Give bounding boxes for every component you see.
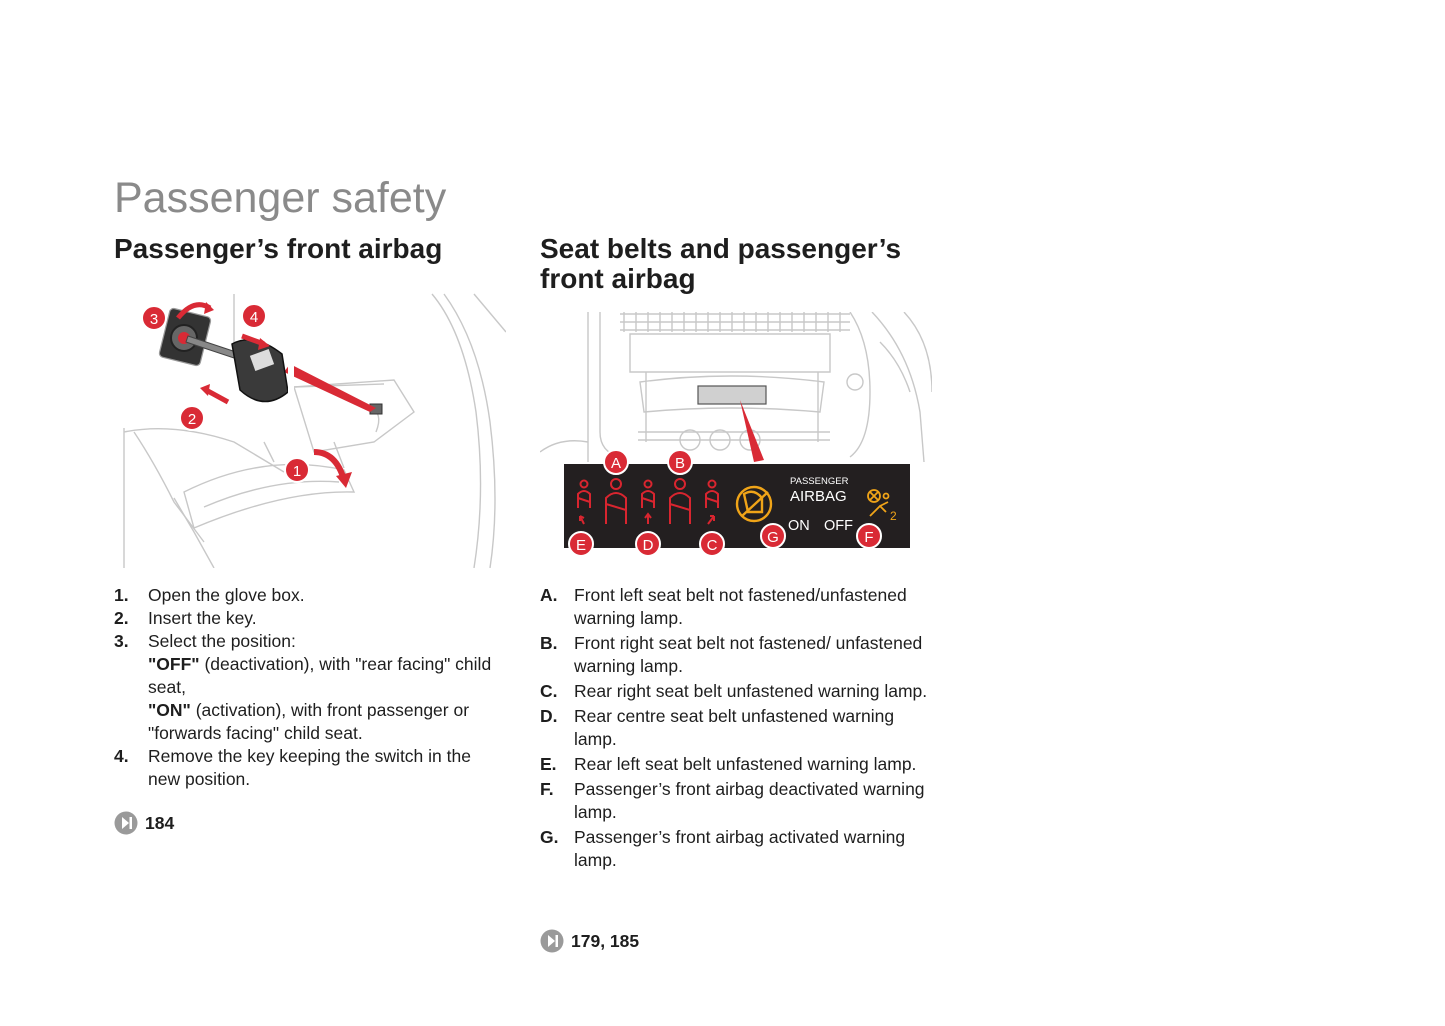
page-reference-number: 184 [145, 812, 175, 833]
item-letter: G. [540, 827, 559, 847]
airbag-switch-steps [114, 584, 504, 791]
list-item [114, 584, 504, 607]
item-text: Passenger’s front airbag deactivated warning lamp. [574, 779, 925, 822]
panel-on-label: ON [788, 518, 810, 534]
glovebox-key-illustration [114, 292, 506, 568]
step-on-option [148, 699, 504, 745]
list-item [540, 632, 940, 678]
off-description: (deactivation), with "rear facing" child seat, [148, 654, 492, 697]
callout-2 [180, 406, 204, 430]
callout-3 [142, 306, 166, 330]
page-title: Passenger safety [114, 174, 447, 222]
step-number: 4. [114, 746, 129, 766]
page-reference-left[interactable] [114, 811, 174, 835]
svg-text:4: 4 [249, 309, 259, 326]
step-text: Remove the key keeping the switch in the new position. [148, 746, 471, 789]
item-letter: D. [540, 706, 558, 726]
warning-lamp-legend [540, 584, 940, 874]
svg-text:F: F [864, 529, 874, 546]
callout-E [569, 532, 593, 556]
list-item [540, 705, 940, 751]
list-item [540, 584, 940, 630]
callout-4 [242, 304, 266, 328]
svg-text:E: E [575, 537, 587, 554]
svg-text:G: G [767, 529, 779, 546]
list-item [114, 745, 504, 791]
step-text: Select the position: [148, 631, 296, 651]
callout-A [604, 450, 628, 474]
panel-airbag-label: AIRBAG [790, 488, 847, 505]
panel-passenger-label: PASSENGER [790, 476, 849, 487]
item-text: Front left seat belt not fastened/unfastened warning lamp. [574, 585, 907, 628]
step-off-option [148, 653, 504, 699]
svg-text:2: 2 [187, 411, 197, 428]
page-reference-icon [114, 811, 138, 835]
svg-text:D: D [642, 537, 654, 554]
on-label: "ON" [148, 700, 191, 720]
seatbelt-warning-panel-illustration [540, 312, 932, 558]
step-text: Insert the key. [148, 608, 257, 628]
svg-text:B: B [674, 455, 686, 472]
page-reference-right[interactable] [540, 929, 639, 953]
panel-off-label: OFF [824, 518, 853, 534]
svg-text:A: A [610, 455, 622, 472]
callout-B [668, 450, 692, 474]
on-description: (activation), with front passenger or "forwards facing" child seat. [148, 700, 470, 743]
page-reference-icon [540, 929, 564, 953]
item-text: Passenger’s front airbag activated warning lamp. [574, 827, 906, 870]
list-item [540, 680, 940, 703]
list-item [114, 630, 504, 745]
section-title-seat-belts: Seat belts and passenger’s front airbag [540, 233, 902, 294]
item-letter: B. [540, 633, 558, 653]
svg-text:1: 1 [292, 463, 302, 480]
callout-G [761, 524, 785, 548]
svg-text:C: C [706, 537, 718, 554]
item-text: Front right seat belt not fastened/ unfastened warning lamp. [574, 633, 923, 676]
list-item [114, 607, 504, 630]
callout-F [857, 524, 881, 548]
list-item [540, 826, 940, 872]
page-reference-number: 179, 185 [571, 930, 640, 951]
off-label: "OFF" [148, 654, 200, 674]
item-text: Rear centre seat belt unfastened warning lamp. [574, 706, 895, 749]
step-number: 2. [114, 608, 129, 628]
list-item [540, 753, 940, 776]
callout-1 [285, 458, 309, 482]
airbag-off-icon-number: 2 [890, 509, 897, 523]
item-text: Rear right seat belt unfastened warning lamp. [574, 681, 928, 701]
step-number: 1. [114, 585, 129, 605]
item-letter: A. [540, 585, 558, 605]
section-title-front-airbag: Passenger’s front airbag [114, 233, 443, 264]
svg-text:3: 3 [149, 311, 159, 328]
list-item [540, 778, 940, 824]
callout-D [636, 532, 660, 556]
item-letter: C. [540, 681, 558, 701]
step-text: Open the glove box. [148, 585, 305, 605]
item-letter: F. [540, 779, 554, 799]
item-letter: E. [540, 754, 557, 774]
callout-C [700, 532, 724, 556]
item-text: Rear left seat belt unfastened warning lamp. [574, 754, 917, 774]
step-number: 3. [114, 631, 129, 651]
